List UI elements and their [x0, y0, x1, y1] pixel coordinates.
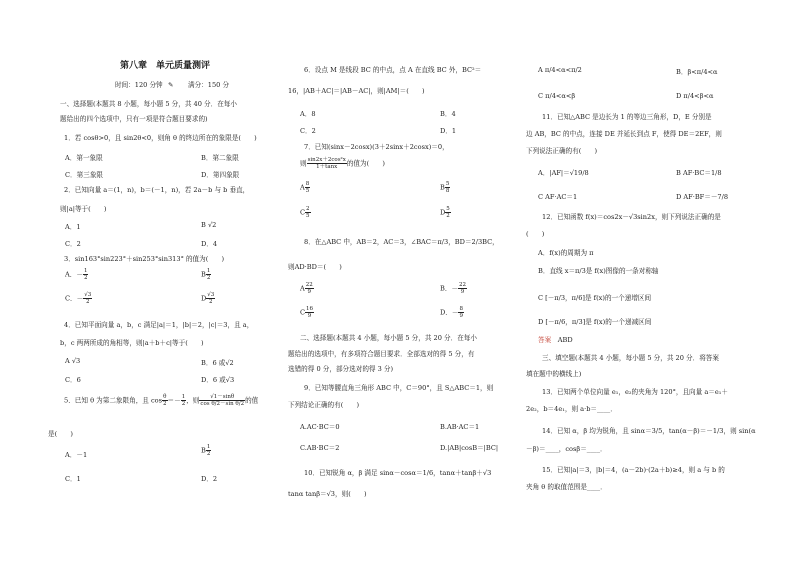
question-12: 12．已知函数 f(x)＝cos2x－√3sin2x，则下列说法正确的是	[542, 213, 721, 221]
question-11: 11．已知△ABC 是边长为 1 的等边三角形，D，E 分别是	[542, 113, 712, 121]
exam-time: 时间：120 分钟	[115, 81, 163, 89]
q1-option-d: D．第四象限	[201, 171, 240, 179]
q12-option-b: B．直线 x＝π/3是 f(x)图像的一条对称轴	[538, 267, 659, 275]
question-5: 5．已知 θ 为第二象限角，且 cos $\frac{\theta}{2}$ ＝－ $\frac{1}{2}$ ，则 $\frac{√1-\sin\theta}{\text{cos θ/2－sin θ/2}}$ 的值	[64, 394, 259, 407]
q9-option-b: B.AB·AC＝1	[440, 423, 480, 431]
question-6: 6．设点 M 是线段 BC 的中点，点 A 在直线 BC 外，BC²＝	[304, 66, 482, 74]
answer-label: 答案	[538, 336, 552, 344]
question-14: 14．已知 α，β 均为锐角，且 sinα＝3/5，tan(α－β)＝－1/3，则 sin(α	[542, 427, 756, 435]
q9-option-a: A.AC·BC＝0	[300, 423, 340, 431]
clip-icon: ✎	[168, 81, 174, 89]
question-8-line2: 则AD·BD＝( )	[288, 263, 342, 271]
q2-option-a: A．1	[65, 223, 81, 231]
section3-instruction-2: 填在题中的横线上)	[526, 370, 582, 378]
q7-option-c: C $\frac{2}{5}$	[300, 206, 310, 219]
q7-option-a: A $\frac{8}{5}$	[300, 181, 310, 194]
question-13: 13．已知两个单位向量 e₁，e₂的夹角为 120°，且向量 a＝e₁＋	[542, 388, 729, 396]
q12-option-c: C [－π/3，π/6]是 f(x)的一个递增区间	[538, 294, 652, 302]
q7-option-d: D $\frac{5}{2}$	[440, 206, 450, 219]
question-11-line3: 下列说法正确的有( )	[526, 147, 598, 155]
q6-option-a: A．8	[300, 110, 316, 118]
question-5-line2: 是( )	[48, 430, 73, 438]
q10-option-a: A π/4<α<π/2	[538, 66, 582, 74]
question-1: 1．若 cosθ>0，且 sin2θ<0，则角 θ 的终边所在的象限是( )	[64, 134, 257, 142]
question-6-line2: 16，|AB＋AC|＝|AB－AC|，则|AM|＝( )	[288, 87, 425, 95]
question-10: 10．已知锐角 α，β 满足 sinα－cosα＝1/6，tanα＋tanβ＋√3	[304, 469, 492, 477]
q4-option-d: D．6 或√3	[201, 376, 235, 384]
q2-option-b: B √2	[201, 221, 217, 229]
question-10-line2: tanα tanβ＝√3，则( )	[288, 490, 367, 498]
q6-option-b: B．4	[440, 110, 456, 118]
q11-option-b: B AF·BC＝1/8	[676, 169, 722, 177]
question-4-line2: b，c 两两所成的角相等，则|a＋b＋c|等于( )	[60, 339, 204, 347]
page-title: 第八章 单元质量测评	[120, 61, 211, 71]
section2-instruction-3: 选错的得 0 分，部分选对的得 3 分)	[288, 365, 394, 373]
q12-option-d: D [－π/6，π/3]是 f(x)的一个递减区间	[538, 318, 652, 326]
answer-value: ABD	[557, 336, 573, 344]
section2-instruction-2: 题给出的选项中，有多项符合题目要求．全部选对的得 5 分，有	[288, 350, 475, 358]
q6-option-c: C．2	[300, 127, 316, 135]
answer-line	[538, 334, 573, 344]
question-3: 3．sin163°sin223°＋sin253°sin313° 的值为( )	[64, 255, 225, 263]
question-4: 4．已知平面向量 a，b，c 满足|a|＝1，|b|＝2，|c|＝3，且 a，	[64, 321, 254, 329]
section3-instruction: 三、填空题(本题共 4 小题，每小题 5 分，共 20 分．将答案	[542, 354, 719, 362]
question-14-line2: －β)＝____，cosβ＝____．	[526, 445, 607, 453]
q1-option-a: A．第一象限	[65, 154, 103, 162]
q11-option-c: C AF·AC＝1	[538, 193, 578, 201]
q10-option-c: C π/4<α<β	[538, 92, 576, 100]
question-2-line2: 则|a|等于( )	[60, 205, 107, 213]
question-9-line2: 下列结论正确的有( )	[288, 401, 360, 409]
q2-option-d: D．4	[201, 240, 218, 248]
q6-option-d: D．1	[440, 127, 457, 135]
q3-option-c: C．－ $\frac{√3}{2}$	[65, 292, 92, 305]
q1-option-b: B．第二象限	[201, 154, 239, 162]
q10-option-b: B．β<π/4<α	[676, 68, 718, 76]
question-7-line2: 则 $\frac{\text{sin2x＋2cos²x}}{1+\tan x}$ 的值为( )	[300, 157, 385, 170]
q8-option-c: C $\frac{16}{9}$	[300, 306, 314, 319]
question-13-line2: 2e₂，b＝4e₁，则 a·b＝____．	[526, 405, 617, 413]
q5-option-a: A．－1	[65, 451, 88, 459]
q3-option-a: A．－ $\frac{1}{2}$	[65, 268, 88, 281]
q7-option-b: B $\frac{5}{8}$	[440, 181, 450, 194]
q4-option-a: A √3	[65, 357, 81, 365]
section2-instruction: 二、选择题(本题共 4 小题，每小题 5 分，共 20 分．在每小	[300, 334, 477, 342]
question-12-line2: ( )	[526, 230, 545, 238]
q10-option-d: D π/4<β<α	[676, 92, 714, 100]
exam-score: 满分：150 分	[188, 81, 230, 89]
question-8: 8．在△ABC 中，AB＝2，AC＝3，∠BAC＝π/3，BD＝2/3BC，	[304, 238, 499, 246]
question-15-line2: 夹角 θ 的取值范围是____．	[526, 483, 607, 491]
q8-option-a: A $\frac{22}{9}$	[300, 282, 313, 295]
q4-option-b: B．6 或√2	[201, 359, 234, 367]
q4-option-c: C．6	[65, 376, 81, 384]
q8-option-d: D．－ $\frac{8}{9}$	[440, 306, 463, 319]
section1-instruction-2: 题给出的四个选项中，只有一项是符合题目要求的)	[60, 115, 208, 123]
question-2: 2．已知向量 a＝(1，n)，b＝(－1，n)，若 2a－b 与 b 垂直，	[64, 186, 250, 194]
q11-option-a: A．|AF|＝√19/8	[538, 169, 589, 177]
question-11-line2: 边 AB，BC 的中点，连接 DE 并延长到点 F，使得 DE＝2EF，则	[526, 130, 722, 138]
q9-option-d: D.|AB|cosB＝|BC|	[440, 444, 499, 452]
q9-option-c: C.AB·BC＝2	[300, 444, 340, 452]
q1-option-c: C．第三象限	[65, 171, 104, 179]
q8-option-b: B．－ $\frac{22}{9}$	[440, 282, 467, 295]
section1-instruction: 一、选择题(本题共 8 小题，每小题 5 分，共 40 分．在每小	[60, 100, 237, 108]
question-9: 9．已知等腰直角三角形 ABC 中，C＝90°，且 S△ABC＝1，则	[304, 384, 494, 392]
q3-option-b: B $\frac{1}{2}$	[201, 268, 211, 281]
q3-option-d: D $\frac{√3}{2}$	[201, 292, 215, 305]
question-7: 7．已知(sinx－2cosx)(3＋2sinx＋2cosx)＝0，	[304, 143, 449, 151]
q5-option-c: C．1	[65, 475, 81, 483]
q5-option-b: B $\frac{1}{2}$	[201, 444, 211, 457]
question-15: 15．已知|a|＝3，|b|＝4，(a－2b)·(2a＋b)≥4，则 a 与 b 的	[542, 466, 725, 474]
q2-option-c: C．2	[65, 240, 81, 248]
q12-option-a: A．f(x)的周期为 π	[538, 249, 594, 257]
q5-option-d: D．2	[201, 475, 218, 483]
q11-option-d: D AF·BF＝－7/8	[676, 193, 729, 201]
